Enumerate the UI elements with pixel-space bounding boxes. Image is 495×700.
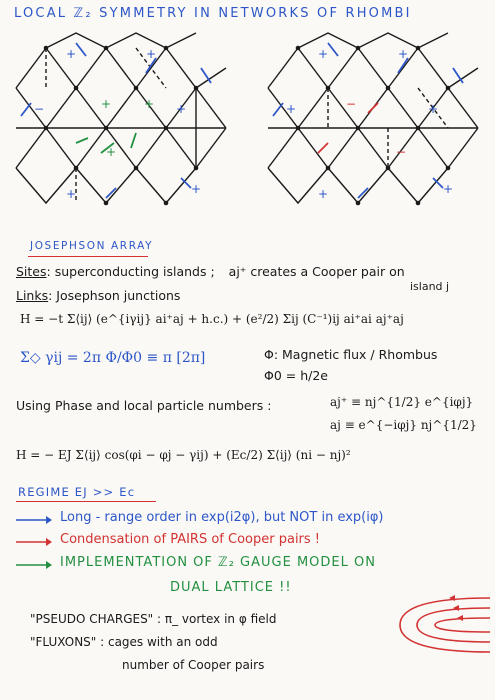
- svg-text:+: +: [286, 102, 297, 116]
- right-rhombi-lattice: [258, 28, 488, 213]
- svg-text:+: +: [318, 47, 329, 61]
- svg-text:−: −: [396, 145, 407, 159]
- links-text: : Josephson junctions: [48, 288, 181, 303]
- hamiltonian-1: H = −t Σ⟨ij⟩ (e^{iγij} ai⁺aj + h.c.) + (e²/2) Σij (C⁻¹)ij ai⁺ai aj⁺aj: [20, 312, 404, 326]
- hamiltonian-2: H = − EJ Σ⟨ij⟩ cos(φi − φj − γij) + (Ec/2) Σ⟨ij⟩ (ni − nj)²: [16, 448, 351, 462]
- flux-sum: Σ◇ γij = 2π Φ/Φ0 ≡ π [2π]: [20, 350, 206, 366]
- bullet-condensation: Condensation of PAIRS of Cooper pairs !: [60, 532, 321, 547]
- cooper-pairs-line: number of Cooper pairs: [122, 658, 265, 672]
- svg-text:−: −: [34, 102, 45, 116]
- links-label: Links: [16, 288, 49, 303]
- bullet-long-range: Long - range order in exp(i2φ), but NOT in exp(iφ): [60, 510, 384, 525]
- phi-definition: Φ: Magnetic flux / Rhombus: [264, 347, 438, 362]
- phi0-definition: Φ0 = h/2e: [264, 368, 328, 383]
- svg-text:+: +: [106, 145, 117, 159]
- sites-text: : superconducting islands ;: [46, 264, 215, 279]
- svg-text:+: +: [66, 187, 77, 201]
- using-op-1: aj⁺ ≡ nj^{1/2} e^{iφj}: [330, 395, 474, 409]
- svg-text:+: +: [191, 182, 202, 196]
- svg-text:−: −: [346, 97, 357, 111]
- left-rhombi-lattice: [6, 28, 236, 213]
- bullet-dual-lattice: DUAL LATTICE !!: [170, 580, 292, 595]
- page-title: LOCAL ℤ₂ SYMMETRY IN NETWORKS OF RHOMBI: [14, 6, 412, 21]
- fluxons-line: "FLUXONS" : cages with an odd: [30, 635, 218, 649]
- sites-label: Sites: [16, 264, 47, 279]
- svg-text:+: +: [146, 47, 157, 61]
- section-underline: [28, 256, 148, 257]
- bullet-implementation: IMPLEMENTATION OF ℤ₂ GAUGE MODEL ON: [60, 555, 376, 570]
- regime-underline: [16, 501, 156, 502]
- svg-text:+: +: [318, 187, 329, 201]
- arrow-green-icon: [16, 559, 52, 571]
- sites-op2: island j: [410, 280, 450, 293]
- sites-op: aj⁺ creates a Cooper pair on: [228, 264, 405, 279]
- using-op-2: aj ≡ e^{−iφj} nj^{1/2}: [330, 418, 477, 432]
- svg-text:+: +: [443, 182, 454, 196]
- svg-text:+: +: [101, 97, 112, 111]
- links-line: [16, 288, 180, 303]
- sites-line: [16, 264, 405, 279]
- using-line: Using Phase and local particle numbers :: [16, 398, 272, 413]
- svg-text:+: +: [66, 47, 77, 61]
- svg-text:+: +: [144, 97, 155, 111]
- svg-text:+: +: [176, 102, 187, 116]
- pseudo-charges-line: "PSEUDO CHARGES" : π_ vortex in φ field: [30, 612, 277, 626]
- arrow-blue-icon: [16, 514, 52, 526]
- svg-text:+: +: [398, 47, 409, 61]
- arrow-red-icon: [16, 536, 52, 548]
- section-title: JOSEPHSON ARRAY: [30, 240, 154, 252]
- svg-text:+: +: [428, 102, 439, 116]
- regime-title: REGIME EJ >> Ec: [18, 485, 136, 499]
- vortex-field-lines: [395, 590, 490, 660]
